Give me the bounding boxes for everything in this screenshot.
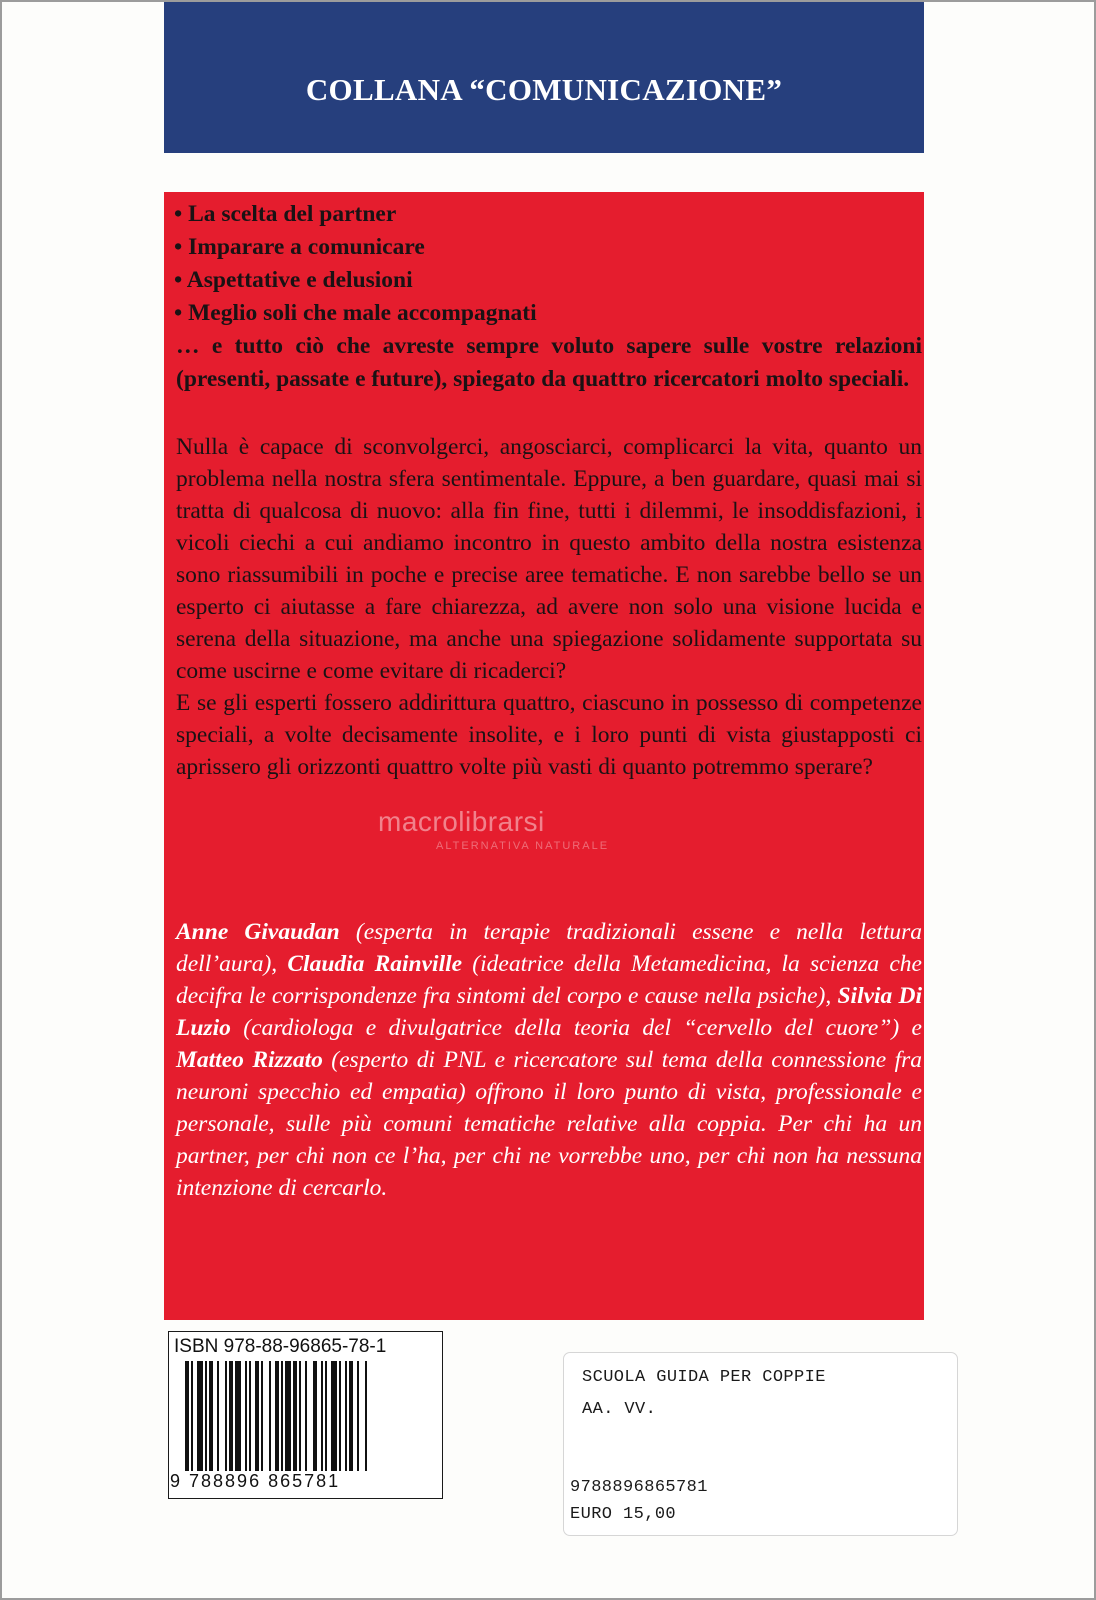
topic-item: • Meglio soli che male accompagnati [174,300,537,326]
barcode-bar [197,1361,203,1471]
barcode-bar [185,1361,189,1471]
description [176,431,922,783]
topic-item: • Imparare a comunicare [174,234,425,260]
barcode-bar [345,1361,347,1471]
barcode-bar [293,1361,297,1471]
barcode-bar [269,1361,271,1471]
barcode-bar [331,1361,337,1471]
sticker-price: EURO 15,00 [570,1505,677,1524]
author-name: Anne Givaudan [176,919,340,945]
barcode-bar [225,1361,227,1471]
barcode-bar [255,1361,259,1471]
sticker-author: AA. VV. [582,1400,657,1419]
barcode-bar [357,1361,359,1471]
author-description: (esperto di PNL e ricercatore sul tema della connessione fra neuroni specchio ed empatia) offrono il loro punto di vista, professionale e personale, sulle più comuni tematiche relative alla coppia. Per chi ha un partner, per chi non ce l’ha, per chi ne vorrebbe uno, per chi non ha nessuna intenzione di cercarlo. [176,1047,922,1201]
barcode-bar [305,1361,307,1471]
series-title: COLLANA “COMUNICAZIONE” [305,72,783,107]
author-name: Silvia Di Luzio [176,983,923,1041]
authors-paragraph [176,916,922,1204]
barcode-bars [185,1361,435,1471]
barcode-digits: 9 788896 865781 [170,1471,341,1491]
description-paragraph: E se gli esperti fossero addirittura quattro, ciascuno in possesso di competenze speciali, a volte decisamente insolite, e i loro punti di vista giustapposti ci aprissero gli orizzonti quattro volte più vasti di quanto potremmo sperare? [176,690,922,780]
barcode-bar [325,1361,327,1471]
barcode-bar [235,1361,241,1471]
barcode-bar [209,1361,213,1471]
sticker-title: SCUOLA GUIDA PER COPPIE [582,1368,826,1387]
barcode-bar [261,1361,263,1471]
isbn-label: ISBN 978-88-96865-78-1 [174,1336,387,1357]
sticker-ean: 9788896865781 [570,1478,708,1497]
author-name: Claudia Rainville [287,951,463,977]
barcode-bar [299,1361,301,1471]
author-description: (cardiologa e divulgatrice della teoria del “cervello del cuore”) e [230,1015,922,1041]
author-name: Matteo Rizzato [176,1047,323,1073]
watermark-logo [378,806,738,852]
topic-list [174,198,914,330]
lead-paragraph: … e tutto ciò che avreste sempre voluto sapere sulle vostre relazioni (presenti, passate e future), spiegato da quattro ricercatori molto speciali. [176,333,922,392]
barcode-bar [275,1361,279,1471]
author-description: (ideatrice della Metamedicina, la scienza che decifra le corrispondenze fra sintomi del corpo e cause nella psiche), [176,951,922,1009]
barcode-bar [349,1361,353,1471]
barcode-bar [281,1361,283,1471]
watermark-text: macrolibrarsi [378,806,545,837]
barcode-bar [245,1361,247,1471]
barcode-bar [313,1361,317,1471]
barcode-bar [321,1361,323,1471]
barcode-bar [191,1361,193,1471]
author-description: (esperta in terapie tradizionali essene e nella lettura dell’aura), [176,919,922,977]
barcode-bar [205,1361,207,1471]
barcode-bar [217,1361,219,1471]
barcode-bar [229,1361,233,1471]
barcode-bar [365,1361,367,1471]
topic-item: • La scelta del partner [174,201,397,227]
barcode-bar [339,1361,341,1471]
topic-item: • Aspettative e delusioni [174,267,413,293]
watermark-subtext: ALTERNATIVA NATURALE [436,840,610,852]
description-paragraph: Nulla è capace di sconvolgerci, angosciarci, complicarci la vita, quanto un problema nella nostra sfera sentimentale. Eppure, a ben guardare, quasi mai si tratta di qualcosa di nuovo: alla fin fine, tutti i dilemmi, le insoddisfazioni, i vicoli ciechi a cui andiamo incontro in questo ambito della nostra esistenza sono riassumibili in poche e precise aree tematiche. E non sarebbe bello se un esperto ci aiutasse a fare chiarezza, ad avere non solo una visione lucida e serena della situazione, ma anche una spiegazione solidamente supportata su come uscirne e come evitare di ricaderci? [176,434,922,684]
barcode-bar [249,1361,251,1471]
barcode-bar [285,1361,291,1471]
